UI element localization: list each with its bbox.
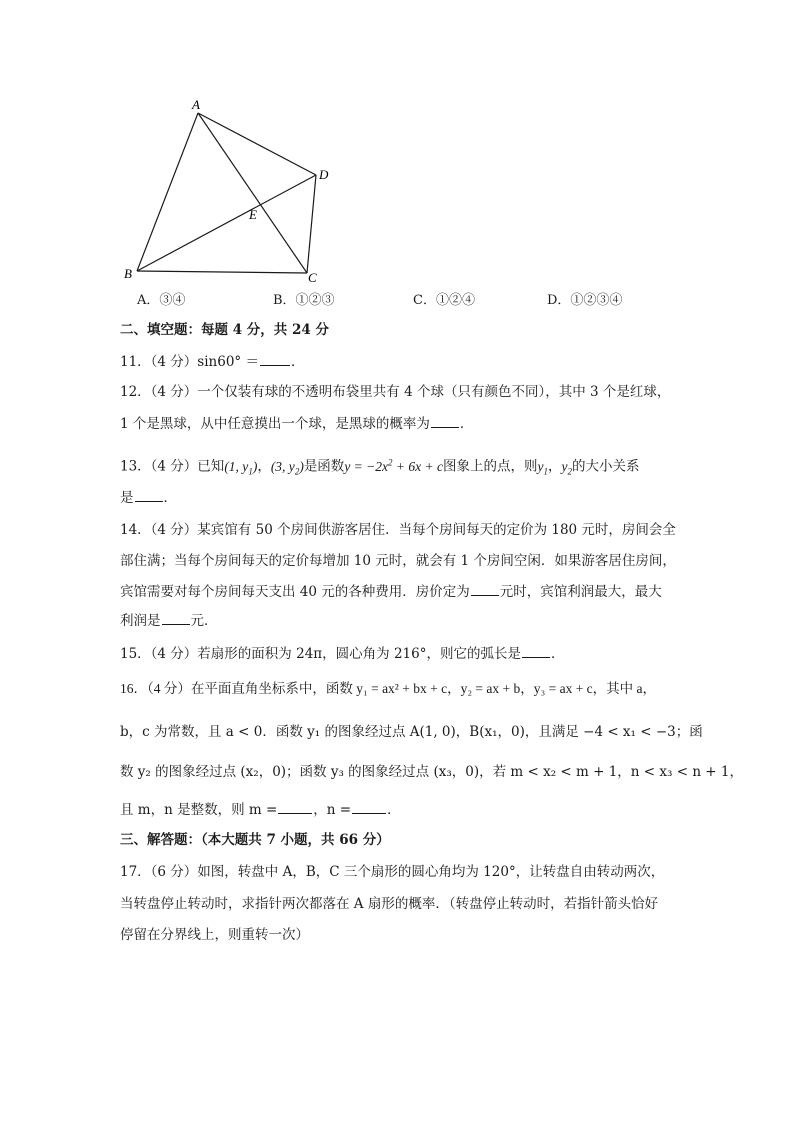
section-heading-solve: 三、解答题：（本大题共 7 小题，共 66 分） [120,832,390,848]
q13-comma: ， [548,458,562,475]
question-11 [120,352,304,372]
question-15 [120,644,564,664]
q13-separator: ， [257,458,271,475]
segment-ac [198,113,307,273]
question-17-line-3: 停留在分界线上，则重转一次） [120,927,309,943]
q15-end: ． [550,646,565,662]
segment-cd [307,175,316,273]
option-a: A．③④ [137,293,186,308]
segment-bd [137,175,316,271]
option-d: D．①②③④ [547,293,623,308]
answer-blank [522,645,550,658]
q16-line4-b: ，n = [313,802,352,818]
q12-end: ． [459,416,474,432]
question-13-line-1 [120,452,640,481]
question-14-line-3 [120,582,662,602]
q13-function: $y = -2x^2 + 6x + c$ [344,457,443,474]
q16-line4-end: ． [387,802,401,818]
q13-tail-2: 的大小关系 [572,458,640,475]
question-13-line-2 [120,488,177,508]
section-heading-fill-in: 二、填空题：每题 4 分，共 24 分 [120,322,329,338]
answer-blank [278,801,312,814]
q13-line2-text: 是 [120,490,134,506]
q13-y1: $y_1$ [537,458,548,477]
question-16-line-2: b，c 为常数，且 a < 0．函数 y₁ 的图象经过点 A(1, 0)，B(x₁，0)，且满足 −4 < x₁ < −3；函 [120,724,703,740]
label-d: D [319,167,329,182]
q13-y2: $y_2$ [561,458,572,477]
label-c: C [308,270,317,285]
q13-point-1: (1, $y_1$) [224,458,258,477]
q13-mid: 是函数 [303,458,345,475]
answer-blank [135,489,163,502]
answer-blank [352,801,386,814]
q14-line4-b: 元． [190,613,218,629]
question-17-line-2: 当转盘停止转动时，求指针两次都落在 A 扇形的概率．（转盘停止转动时，若指针箭头恰好 [120,896,659,912]
question-16-line-4 [120,800,401,820]
question-16-line-1: 16．（4 分）在平面直角坐标系中，函数 y₁ = ax² + bx + c，y₂ = ax + b，y₃ = ax + c，其中 a， [120,681,657,696]
answer-blank [431,415,459,428]
option-c: C．①②④ [413,293,475,308]
q13-point-2: (3, $y_2$) [270,458,304,477]
answer-blank [471,583,499,596]
q14-line4-a: 利润是 [120,613,161,629]
quadrilateral-figure [115,95,335,285]
q12-text: 1 个是黑球，从中任意摸出一个球，是黑球的概率为 [120,416,430,432]
q11-end: ． [290,354,305,370]
q16-line4-a: 且 m，n 是整数，则 m = [120,802,278,818]
q14-line3-a: 宾馆需要对每个房间每天支出 40 元的各种费用．房价定为 [120,584,470,600]
answer-blank [162,612,190,625]
segment-bc [137,271,307,273]
q13-tail: 图象上的点，则 [443,458,538,475]
question-14-line-4 [120,611,218,631]
q14-line3-b: 元时，宾馆利润最大，最大 [499,584,662,600]
answer-options [137,289,657,309]
question-14-line-1: 14．（4 分）某宾馆有 50 个房间供游客居住．当每个房间每天的定价为 180 元时，房间会全 [120,522,676,538]
question-17-line-1: 17．（6 分）如图，转盘中 A，B，C 三个扇形的圆心角均为 120°，让转盘自由转动两次， [120,864,665,880]
q11-text: 11．（4 分）sin60° ＝ [120,354,259,370]
segment-ab [137,113,198,271]
question-14-line-2: 部住满；当每个房间每天的定价每增加 10 元时，就会有 1 个房间空闲．如果游客居住房间， [120,553,676,569]
question-12-line-1: 12．（4 分）一个仅装有球的不透明布袋里共有 4 个球（只有颜色不同），其中 3 个是红球， [120,384,671,400]
question-12-line-2 [120,414,473,434]
q15-text: 15．（4 分）若扇形的面积为 24π，圆心角为 216°，则它的弧长是 [120,646,521,662]
answer-blank [260,353,290,366]
q13-end: ． [163,490,177,506]
label-e: E [249,207,257,222]
label-a: A [192,97,200,112]
q13-prefix: 13．（4 分）已知 [120,458,225,475]
question-16-line-3: 数 y₂ 的图象经过点 (x₂，0)；函数 y₃ 的图象经过点 (x₃，0)，若 m < x₂ < m + 1，n < x₃ < n + 1， [120,764,743,780]
segment-da [198,113,316,175]
option-b: B．①②③ [273,293,335,308]
label-b: B [124,266,132,281]
